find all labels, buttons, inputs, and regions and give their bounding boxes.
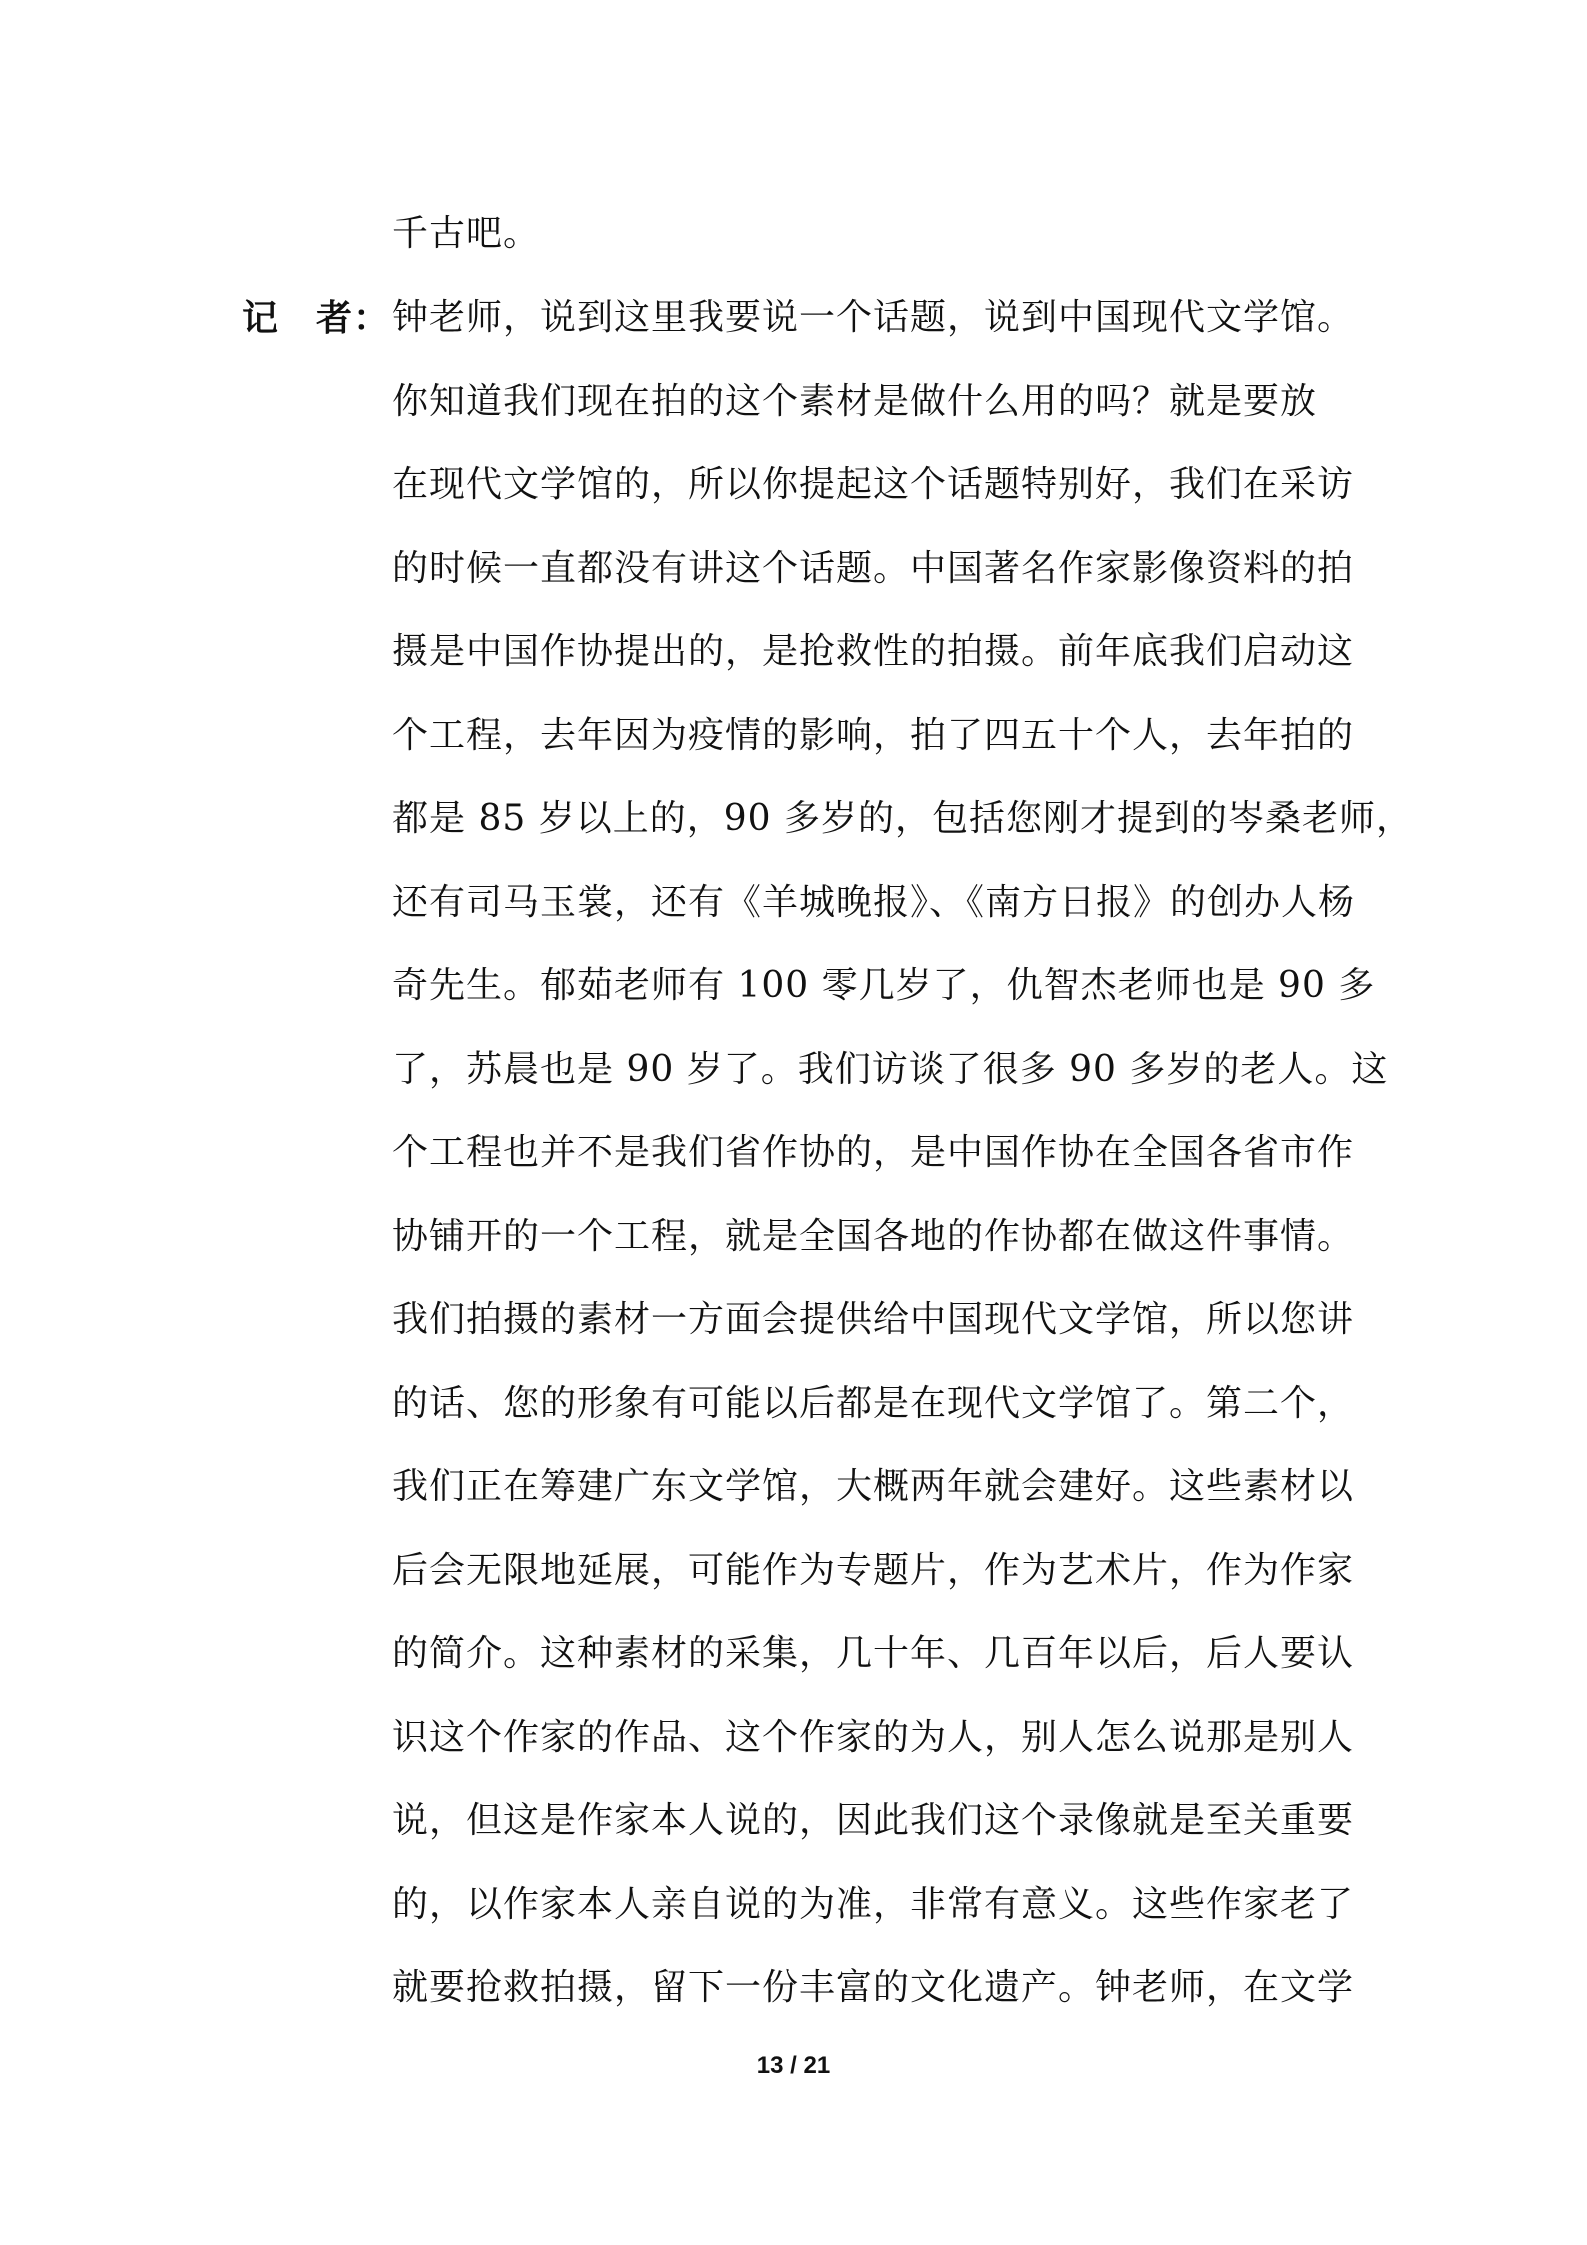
body-line: 在现代文学馆的，所以你提起这个话题特别好，我们在采访 bbox=[392, 464, 1355, 505]
body-line: 我们拍摄的素材一方面会提供给中国现代文学馆，所以您讲 bbox=[392, 1299, 1355, 1340]
body-line: 都是 85 岁以上的，90 多岁的，包括您刚才提到的岑桑老师， bbox=[392, 798, 1413, 839]
body-line: 的话、您的形象有可能以后都是在现代文学馆了。第二个， bbox=[392, 1383, 1355, 1424]
body-line: 说，但这是作家本人说的，因此我们这个录像就是至关重要 bbox=[392, 1800, 1355, 1841]
body-line: 的简介。这种素材的采集，几十年、几百年以后，后人要认 bbox=[392, 1633, 1355, 1674]
body-line: 的时候一直都没有讲这个话题。中国著名作家影像资料的拍 bbox=[392, 548, 1355, 589]
body-line: 就要抢救拍摄，留下一份丰富的文化遗产。钟老师，在文学 bbox=[392, 1967, 1355, 2008]
body-line: 的，以作家本人亲自说的为准，非常有意义。这些作家老了 bbox=[392, 1884, 1355, 1925]
body-line: 钟老师，说到这里我要说一个话题，说到中国现代文学馆。 bbox=[392, 297, 1355, 338]
body-line: 你知道我们现在拍的这个素材是做什么用的吗？就是要放 bbox=[392, 381, 1318, 422]
page-number: 13 / 21 bbox=[756, 2052, 831, 2079]
body-line: 奇先生。郁茹老师有 100 零几岁了，仇智杰老师也是 90 多 bbox=[392, 965, 1376, 1006]
body-line: 识这个作家的作品、这个作家的为人，别人怎么说那是别人 bbox=[392, 1717, 1355, 1758]
body-line: 了，苏晨也是 90 岁了。我们访谈了很多 90 多岁的老人。这 bbox=[392, 1049, 1389, 1090]
body-line: 摄是中国作协提出的，是抢救性的拍摄。前年底我们启动这 bbox=[392, 631, 1355, 672]
body-line: 还有司马玉裳，还有《羊城晚报》、《南方日报》的创办人杨 bbox=[392, 882, 1356, 923]
speaker-label: 记 者： bbox=[242, 297, 391, 339]
body-line: 个工程，去年因为疫情的影响，拍了四五十个人，去年拍的 bbox=[392, 715, 1355, 756]
continuation-line: 千古吧。 bbox=[392, 213, 541, 254]
body-line: 个工程也并不是我们省作协的，是中国作协在全国各省市作 bbox=[392, 1132, 1355, 1173]
body-line: 协铺开的一个工程，就是全国各地的作协都在做这件事情。 bbox=[392, 1216, 1355, 1257]
body-line: 后会无限地延展，可能作为专题片，作为艺术片，作为作家 bbox=[392, 1550, 1355, 1591]
body-line: 我们正在筹建广东文学馆，大概两年就会建好。这些素材以 bbox=[392, 1466, 1355, 1507]
